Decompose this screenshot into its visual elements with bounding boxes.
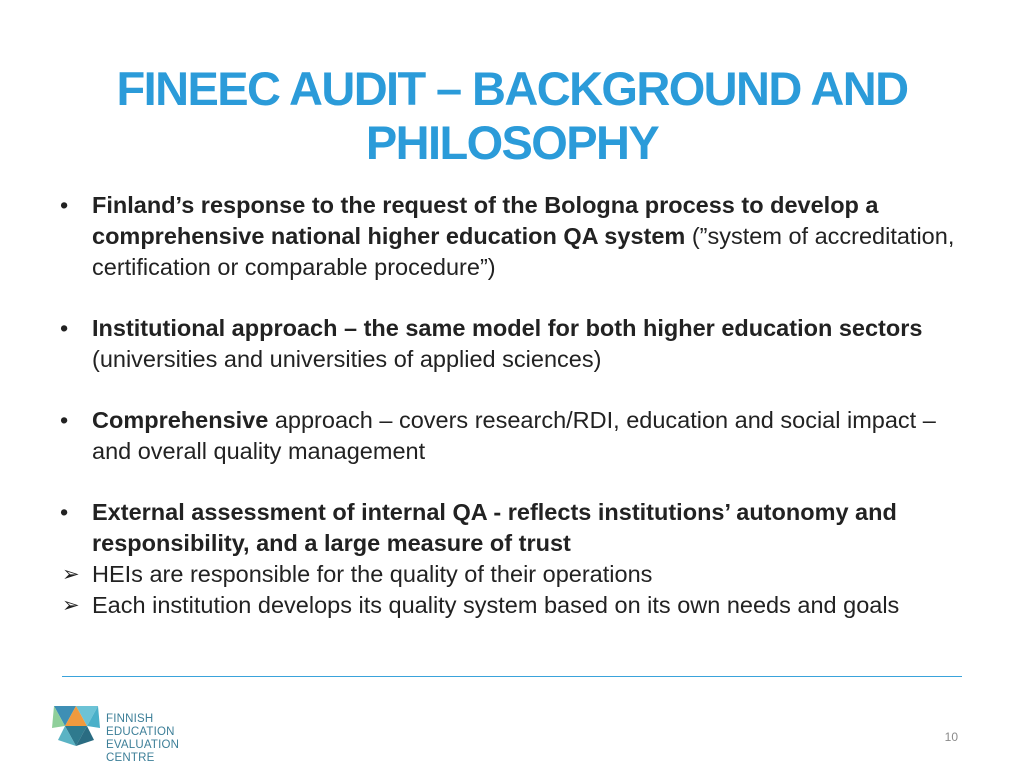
bullet-list xyxy=(56,190,976,621)
fineec-logo xyxy=(50,700,210,764)
sub-item-text: Each institution develops its quality system based on its own needs and goals xyxy=(92,592,900,618)
bullet-normal-text: (universities and universities of applied sciences) xyxy=(92,346,602,372)
sub-item-text: HEIs are responsible for the quality of their operations xyxy=(92,561,653,587)
bullet-bold-text: Institutional approach – the same model for both higher education sectors xyxy=(92,315,923,341)
sub-item-hei-responsible xyxy=(56,559,976,590)
bullet-item-external-assessment xyxy=(56,497,976,559)
bullet-item-comprehensive xyxy=(56,405,976,467)
bullet-marker: • xyxy=(60,192,69,218)
bullet-normal-text: (”system of accreditation, certification or comparable procedure”) xyxy=(92,223,955,280)
bullet-item-bologna xyxy=(56,190,976,283)
page-number: 10 xyxy=(944,730,958,744)
bullet-bold-text: Comprehensive xyxy=(92,407,269,433)
logo-text-line-1: FINNISH EDUCATION xyxy=(106,713,175,738)
slide-title-line-2: PHILOSOPHY xyxy=(365,116,659,169)
bullet-item-institutional xyxy=(56,313,976,375)
bullet-normal-text: approach – covers research/RDI, education and social impact – and overall quality management xyxy=(92,407,936,464)
logo-text-line-2: EVALUATION CENTRE xyxy=(106,739,180,764)
bullet-marker: • xyxy=(60,407,69,433)
sub-item-quality-system xyxy=(56,590,976,621)
slide-title xyxy=(40,62,984,170)
bullet-marker: • xyxy=(60,499,69,525)
bullet-bold-text: External assessment of internal QA - reflects institutions’ autonomy and responsibility, and a large measure of trust xyxy=(92,499,897,556)
footer-divider xyxy=(62,676,962,677)
arrow-bullet-icon: ➢ xyxy=(62,563,80,586)
slide-title-line-1: FINEEC AUDIT – BACKGROUND AND xyxy=(116,62,908,115)
bullet-marker: • xyxy=(60,315,69,341)
arrow-bullet-icon: ➢ xyxy=(62,594,80,617)
fineec-triangle-logo-icon xyxy=(50,700,102,748)
logo-wordmark xyxy=(106,713,210,765)
bullet-bold-text: Finland’s response to the request of the Bologna process to develop a comprehensive national higher education QA system xyxy=(92,192,879,249)
